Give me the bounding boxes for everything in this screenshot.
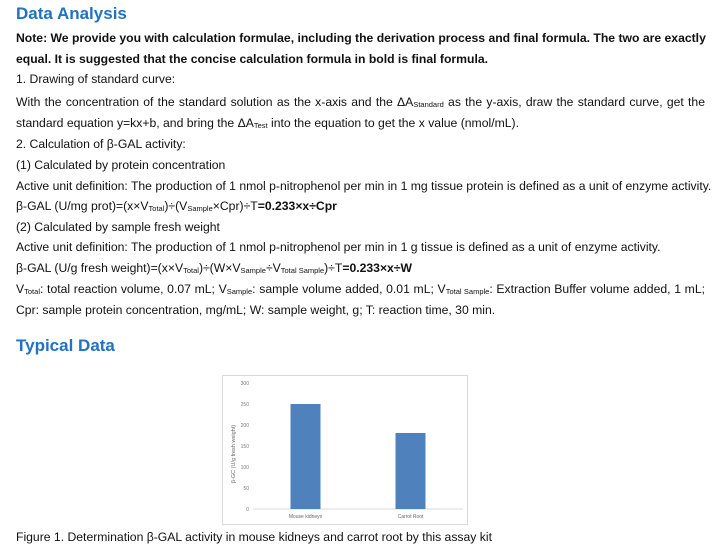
y-tick-label: 200 <box>240 423 249 429</box>
sub2-heading: (2) Calculated by sample fresh weight <box>16 220 220 234</box>
step1-text-line-1 <box>16 94 705 110</box>
text: : total reaction volume, 0.07 mL; V <box>39 282 227 296</box>
section-title-data-analysis: Data Analysis <box>16 4 127 23</box>
text: into the equation to get the x value (nmol/mL). <box>267 116 519 130</box>
text: )÷T <box>324 261 343 275</box>
sub2-formula <box>16 260 705 276</box>
subscript: Total Sample <box>280 266 325 275</box>
x-axis-labels <box>289 514 424 520</box>
y-tick-label: 300 <box>240 381 249 387</box>
bar-chart <box>222 375 468 525</box>
y-axis-label: β-GC (U/g fresh weight) <box>231 424 237 484</box>
step1-heading: 1. Drawing of standard curve: <box>16 72 176 86</box>
subscript: Total <box>148 204 165 213</box>
final-formula: =0.233×x÷Cpr <box>257 199 337 213</box>
note-line-2: equal. It is suggested that the concise calculation formula in bold is final formula. <box>16 52 489 66</box>
sub1-definition: Active unit definition: The production of 1 nmol p-nitrophenol per min in 1 mg tissue protein is defined as a unit of enzyme activity. <box>16 179 712 193</box>
bar <box>396 433 426 509</box>
subscript: Total Sample <box>445 287 490 296</box>
y-tick-label: 150 <box>240 444 249 450</box>
y-axis-ticks <box>241 381 250 513</box>
text: as the y-axis, draw the standard curve, get the <box>443 95 705 109</box>
text: : sample volume added, 0.01 mL; V <box>252 282 446 296</box>
y-tick-label: 100 <box>240 465 249 471</box>
text: V <box>16 282 25 296</box>
final-formula: =0.233×x÷W <box>342 261 413 275</box>
subscript: Sample <box>240 266 266 275</box>
text: )÷(V <box>164 199 188 213</box>
sub2-definition: Active unit definition: The production of 1 nmol p-nitrophenol per min in 1 g tissue is defined as a unit of enzyme activity. <box>16 240 661 254</box>
variables-line-1 <box>16 281 705 297</box>
text: β-GAL (U/mg prot)=(x×V <box>16 199 149 213</box>
text: ÷V <box>265 261 281 275</box>
x-tick-label: Mouse kidneys <box>288 514 323 520</box>
text: )÷(W×V <box>198 261 241 275</box>
step1-text-line-2 <box>16 115 705 131</box>
subscript: Sample <box>187 204 213 213</box>
bar <box>291 404 321 509</box>
sub1-formula <box>16 198 705 214</box>
text: ×Cpr)÷T <box>212 199 258 213</box>
text: With the concentration of the standard solution as the x-axis and the ΔA <box>16 95 414 109</box>
section-title-typical-data: Typical Data <box>16 336 115 355</box>
x-tick-label: Carrot Root <box>397 514 424 520</box>
step2-heading: 2. Calculation of β-GAL activity: <box>16 137 186 151</box>
subscript: Test <box>253 121 268 130</box>
subscript: Standard <box>413 100 444 109</box>
variables-line-2: Cpr: sample protein concentration, mg/mL; W: sample weight, g; T: reaction time, 30 min. <box>16 303 496 317</box>
y-tick-label: 0 <box>246 507 249 513</box>
text: : Extraction Buffer volume added, 1 mL; <box>489 282 705 296</box>
text: standard equation y=kx+b, and bring the ΔA <box>16 116 254 130</box>
y-tick-label: 50 <box>243 486 249 492</box>
subscript: Total <box>24 287 40 296</box>
figure-caption: Figure 1. Determination β-GAL activity in mouse kidneys and carrot root by this assay kit <box>16 530 492 544</box>
subscript: Total <box>183 266 199 275</box>
bars <box>291 404 426 509</box>
y-tick-label: 250 <box>240 402 249 408</box>
text: β-GAL (U/g fresh weight)=(x×V <box>16 261 184 275</box>
subscript: Sample <box>226 287 253 296</box>
note-line-1: Note: We provide you with calculation formulae, including the derivation process and final formula. The two are exactly <box>16 31 706 45</box>
sub1-heading: (1) Calculated by protein concentration <box>16 158 226 172</box>
chart-svg <box>223 376 469 526</box>
